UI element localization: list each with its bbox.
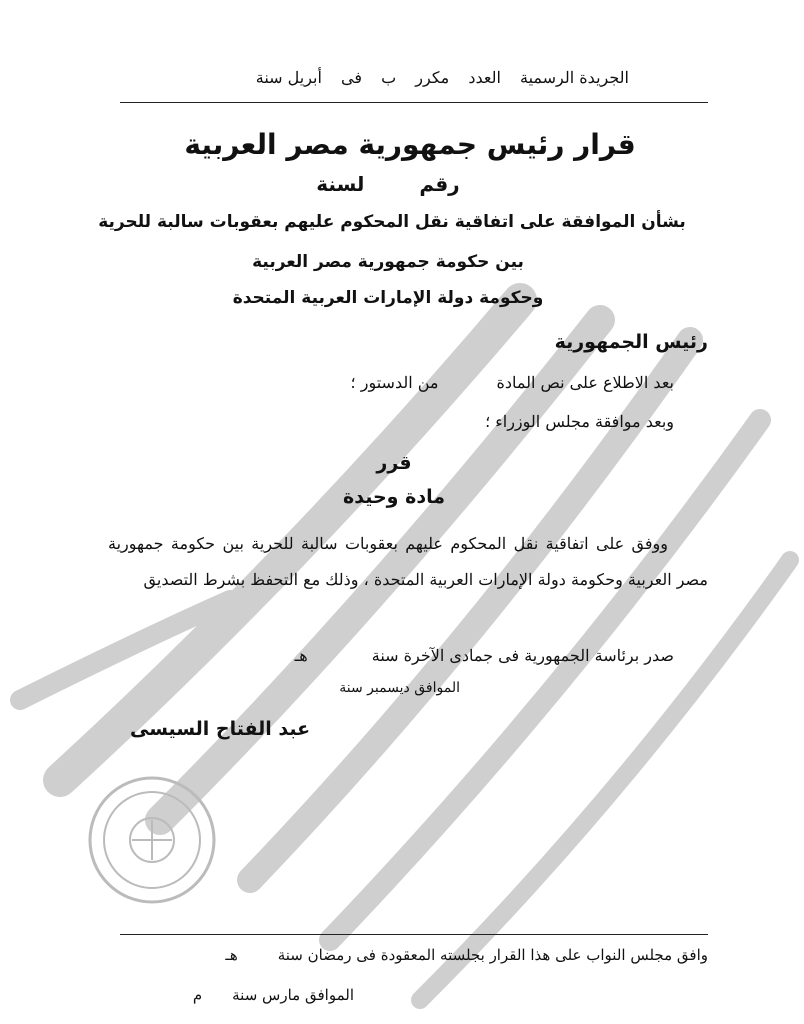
issued-text: صدر برئاسة الجمهورية فى (498, 646, 674, 665)
decree-title: قرار رئيس جمهورية مصر العربية (184, 128, 636, 161)
issued-line (295, 646, 674, 665)
subject-line-3: وحكومة دولة الإمارات العربية المتحدة (232, 288, 544, 308)
footnote-hijri-month: رمضان سنة (277, 946, 352, 964)
gazette-in: فى (341, 68, 363, 87)
footnote-gregorian-suffix: م (192, 986, 203, 1004)
gazette-repeated: مكرر (415, 68, 450, 87)
issued-hijri-suffix: هـ (294, 646, 308, 665)
preamble-line-2: وبعد موافقة مجلس الوزراء ؛ (485, 412, 674, 431)
issued-equiv-label: الموافق (414, 680, 460, 696)
gazette-issue: العدد (468, 68, 501, 87)
footnote-line-2 (193, 986, 354, 1004)
footer-divider (120, 934, 708, 935)
decree-number (0, 172, 790, 196)
decided-heading: قرر (376, 452, 412, 474)
subject-line-1: بشأن الموافقة على اتفاقية نقل المحكوم عليهم بعقوبات سالبة للحرية (98, 212, 686, 232)
footnote-hijri-suffix: هـ (225, 946, 238, 964)
header-divider (120, 102, 708, 103)
gazette-header (242, 68, 629, 87)
subject-line-2: بين حكومة جمهورية مصر العربية (252, 252, 524, 272)
preamble-line-1 (351, 373, 674, 392)
preamble-article: بعد الاطلاع على نص المادة (496, 373, 674, 392)
issued-equivalent-line (339, 680, 460, 696)
footnote-line-1 (225, 946, 708, 964)
footnote-approval: وافق مجلس النواب على هذا القرار بجلسته المعقودة فى (356, 946, 708, 964)
gazette-name: الجريدة الرسمية (519, 68, 629, 87)
footnote-equiv-label: الموافق (304, 986, 354, 1004)
single-article-heading: مادة وحيدة (343, 486, 445, 508)
footnote-gregorian-month: مارس سنة (232, 986, 301, 1004)
issued-hijri-month: جمادى الآخرة سنة (371, 646, 494, 665)
decree-number-label: رقم (419, 172, 460, 196)
president-signature: عبد الفتاح السيسى (130, 718, 311, 740)
decree-year-label: لسنة (316, 172, 365, 196)
gazette-letter: ب (381, 68, 397, 87)
president-heading: رئيس الجمهورية (554, 331, 708, 353)
article-body: ووفق على اتفاقية نقل المحكوم عليهم بعقوبات سالبة للحرية بين حكومة جمهورية مصر العربية وحكومة دولة الإمارات العربية المتحدة ، وذلك مع التحفظ بشرط التصديق (108, 534, 708, 589)
issued-gregorian-month: ديسمبر سنة (339, 680, 410, 696)
preamble-constitution: من الدستور ؛ (350, 373, 439, 392)
gazette-date: أبريل سنة (255, 68, 322, 87)
